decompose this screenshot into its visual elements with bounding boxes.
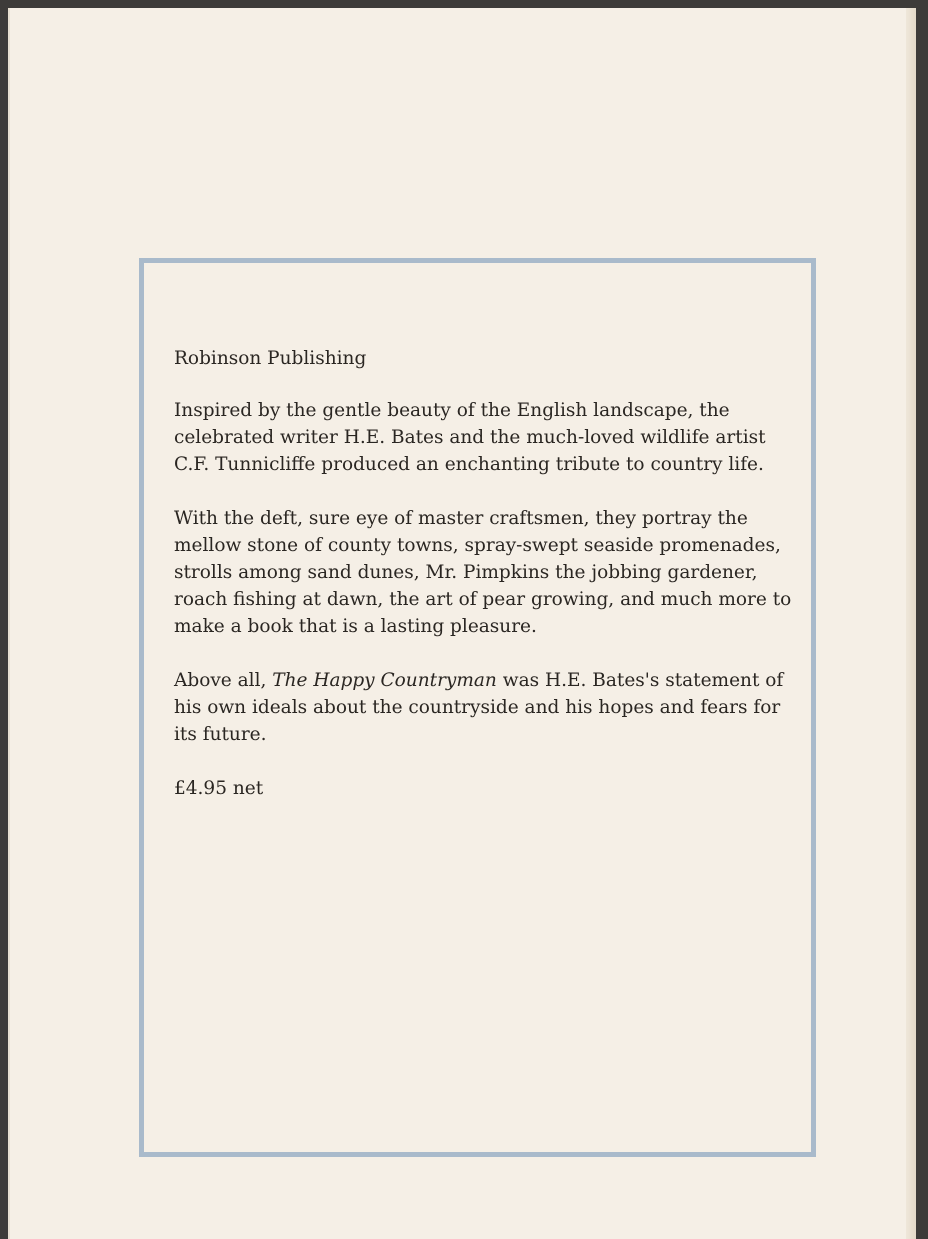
cover-edge: [906, 8, 916, 1239]
book-title: The Happy Countryman: [272, 670, 497, 691]
publisher-name: Robinson Publishing: [174, 348, 367, 369]
blurb-frame: [139, 258, 816, 1157]
blurb-paragraph-2: With the deft, sure eye of master craftsmen, they portray the mellow stone of county towns, spray-swept seaside promenades, strolls among sand dunes, Mr. Pimpkins the jobbing gardener, roach fishing at dawn, the art of pear growing, and much more to make a book that is a lasting pleasure.: [174, 508, 792, 637]
blurb-paragraph-3: [174, 667, 794, 748]
book-back-cover: [8, 8, 916, 1239]
blurb-paragraph-1: Inspired by the gentle beauty of the English landscape, the celebrated writer H.E. Bates and the much-loved wildlife artist C.F. Tunnicliffe produced an enchanting tribute to country life.: [174, 400, 766, 475]
paragraph-3-lead: Above all,: [174, 670, 273, 691]
price: £4.95 net: [174, 778, 264, 799]
paragraph-3-rest: was H.E. Bates's statement of his own ideals about the countryside and his hopes and fears for its future.: [174, 670, 784, 745]
blurb-text: [174, 345, 794, 829]
